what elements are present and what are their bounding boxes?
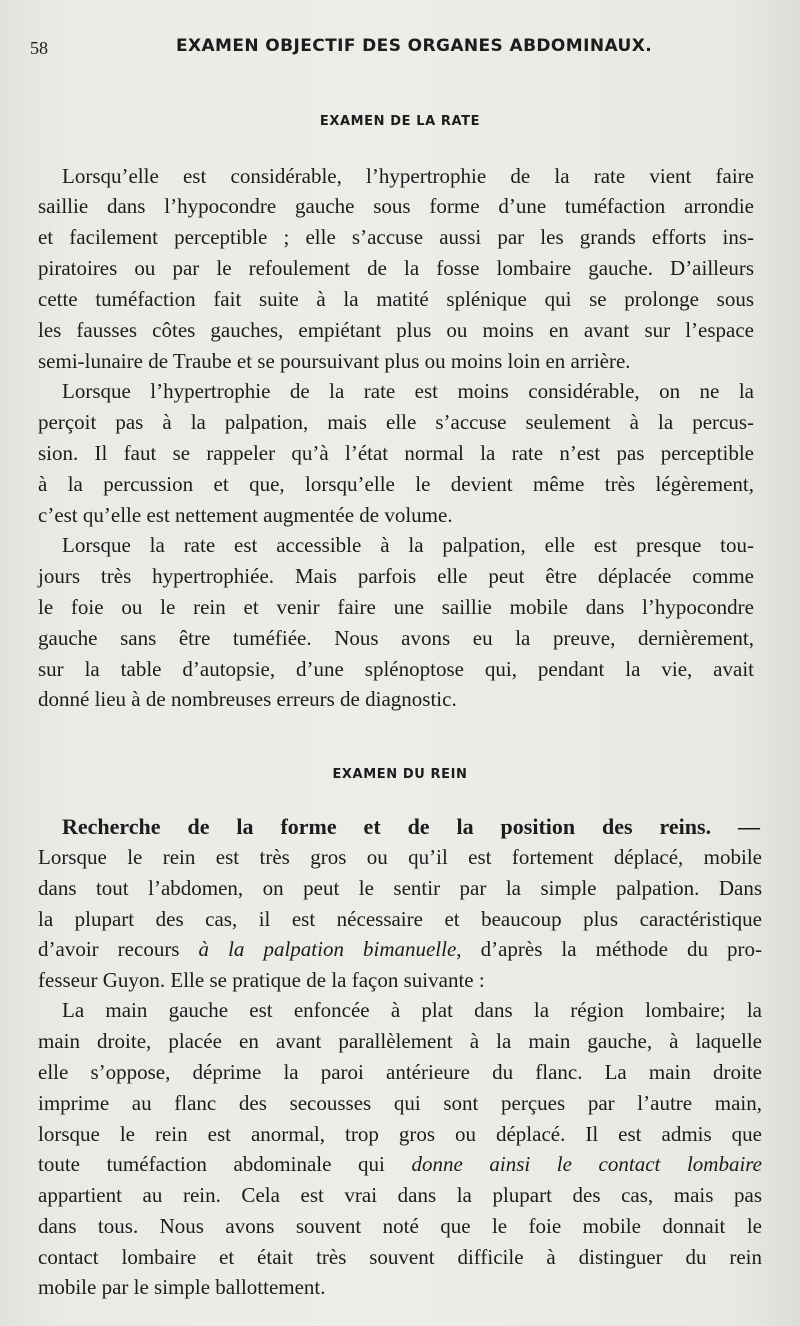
italic-term: à la palpation bimanuelle (198, 937, 457, 961)
heading-dash: — (711, 814, 761, 839)
text-line: lorsque le rein est anormal, trop gros ou déplacé. Il est admis que (38, 1122, 762, 1146)
subsection-heading: Recherche de la forme et de la position des reins. (62, 814, 712, 839)
text-line: sion. Il faut se rappeler qu’à l’état normal la rate n’est pas perceptible (38, 441, 754, 465)
text-line: donné lieu à de nombreuses erreurs de diagnostic. (38, 687, 457, 711)
section-title-rein: EXAMEN DU REIN (332, 767, 468, 782)
text-line: contact lombaire et était très souvent difficile à distinguer du rein (38, 1245, 762, 1269)
text-line: appartient au rein. Cela est vrai dans la plupart des cas, mais pas (38, 1183, 762, 1207)
text-line: Lorsque l’hypertrophie de la rate est moins considérable, on ne la (62, 379, 754, 403)
text-line: jours très hypertrophiée. Mais parfois elle peut être déplacée comme (38, 564, 754, 588)
text-line (62, 816, 760, 838)
text-line: elle s’oppose, déprime la paroi antérieure du flanc. La main droite (38, 1060, 762, 1084)
text-line: sur la table d’autopsie, d’une splénoptose qui, pendant la vie, avait (38, 657, 754, 681)
text-line: saillie dans l’hypocondre gauche sous forme d’une tuméfaction arrondie (38, 194, 754, 218)
text-span: toute tuméfaction abdominale qui (38, 1152, 412, 1176)
text-line: perçoit pas à la palpation, mais elle s’accuse seulement à la percus- (38, 410, 754, 434)
text-line: le foie ou le rein et venir faire une saillie mobile dans l’hypocondre (38, 595, 754, 619)
text-line: la plupart des cas, il est nécessaire et beaucoup plus caractéristique (38, 907, 762, 931)
text-line: Lorsqu’elle est considérable, l’hypertrophie de la rate vient faire (62, 164, 754, 188)
text-line: à la percussion et que, lorsqu’elle le devient même très légèrement, (38, 472, 754, 496)
page-number: 58 (30, 38, 48, 58)
text-line: et facilement perceptible ; elle s’accuse aussi par les grands efforts ins- (38, 225, 754, 249)
text-line: cette tuméfaction fait suite à la matité splénique qui se prolonge sous (38, 287, 754, 311)
text-line: Lorsque le rein est très gros ou qu’il est fortement déplacé, mobile (38, 845, 762, 869)
running-title: EXAMEN OBJECTIF DES ORGANES ABDOMINAUX. (175, 36, 653, 56)
text-line: piratoires ou par le refoulement de la fosse lombaire gauche. D’ailleurs (38, 256, 754, 280)
text-span: d’avoir recours (38, 937, 199, 961)
text-line: main droite, placée en avant parallèlement à la main gauche, à laquelle (38, 1029, 762, 1053)
text-line: mobile par le simple ballottement. (38, 1275, 326, 1299)
text-line: La main gauche est enfoncée à plat dans la région lombaire; la (62, 998, 762, 1022)
italic-term: donne ainsi le contact lombaire (411, 1152, 762, 1176)
text-span: , d’après la méthode du pro- (456, 937, 762, 961)
text-line (38, 939, 762, 960)
text-line: gauche sans être tuméfiée. Nous avons eu la preuve, dernièrement, (38, 626, 754, 650)
text-line: Lorsque la rate est accessible à la palpation, elle est presque tou- (62, 533, 754, 557)
text-line (38, 1154, 762, 1175)
text-line: c’est qu’elle est nettement augmentée de volume. (38, 503, 453, 527)
text-line: dans tous. Nous avons souvent noté que le foie mobile donnait le (38, 1214, 762, 1238)
text-line: dans tout l’abdomen, on peut le sentir par la simple palpation. Dans (38, 876, 762, 900)
text-line: fesseur Guyon. Elle se pratique de la façon suivante : (38, 968, 485, 992)
section-title-rate: EXAMEN DE LA RATE (319, 114, 481, 129)
text-line: imprime au flanc des secousses qui sont perçues par l’autre main, (38, 1091, 762, 1115)
text-line: les fausses côtes gauches, empiétant plus ou moins en avant sur l’espace (38, 318, 754, 342)
text-line: semi-lunaire de Traube et se poursuivant plus ou moins loin en arrière. (38, 349, 631, 373)
